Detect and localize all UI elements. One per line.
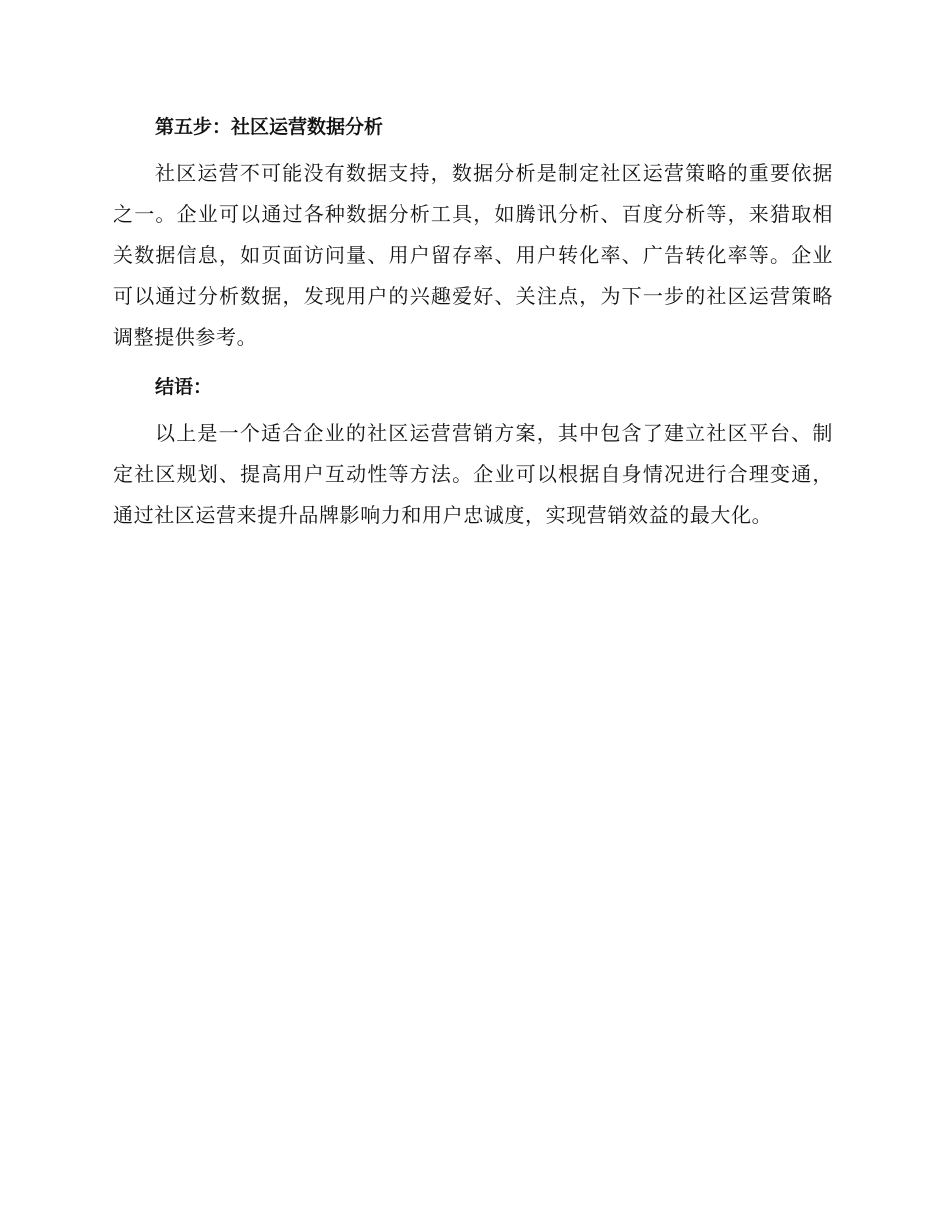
section-heading-conclusion: 结语： [155, 376, 213, 398]
section-paragraph-step-five: 社区运营不可能没有数据支持，数据分析是制定社区运营策略的重要依据之一。企业可以通过各种数据分析工具，如腾讯分析、百度分析等，来猎取相关数据信息，如页面访问量、用户留存率、用户转化率、广告转化率等。企业可以通过分析数据，发现用户的兴趣爱好、关注点，为下一步的社区运营策略调整提供参考。 [113, 161, 833, 349]
section-heading-step-five: 第五步：社区运营数据分析 [155, 116, 384, 138]
section-paragraph-conclusion: 以上是一个适合企业的社区运营营销方案，其中包含了建立社区平台、制定社区规划、提高用户互动性等方法。企业可以根据自身情况进行合理变通，通过社区运营来提升品牌影响力和用户忠诚度，实现营销效益的最大化。 [113, 421, 833, 527]
document-body [113, 110, 833, 536]
